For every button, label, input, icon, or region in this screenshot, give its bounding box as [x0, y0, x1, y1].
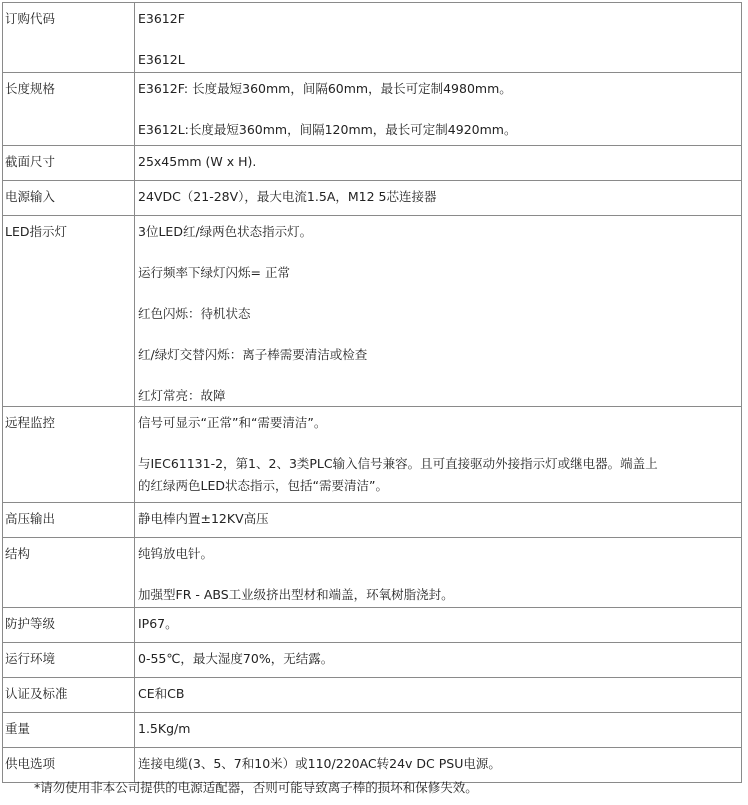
row-value: 的红绿两色LED状态指示，包括“需要清洁”。 — [138, 478, 388, 493]
table-row-high-voltage-output — [3, 503, 742, 538]
row-value: 24VDC（21-28V），最大电流1.5A，M12 5芯连接器 — [138, 189, 437, 204]
row-value: E3612L:长度最短360mm，间隔120mm，最长可定制4920mm。 — [138, 122, 517, 137]
row-value: 连接电缆(3、5、7和10米）或110/220AC转24v DC PSU电源。 — [138, 756, 501, 771]
row-label: 防护等级 — [5, 616, 56, 631]
row-label: 截面尺寸 — [5, 154, 56, 169]
row-value: 红/绿灯交替闪烁：离子棒需要清洁或检查 — [138, 347, 368, 362]
row-value: 1.5Kg/m — [138, 721, 191, 736]
row-label: 高压输出 — [5, 511, 56, 526]
row-label: 重量 — [5, 721, 31, 736]
row-value: 红灯常亮：故障 — [138, 388, 226, 403]
table-row-remote-monitoring — [3, 407, 742, 503]
table-row-structure — [3, 538, 742, 608]
row-value: 与IEC61131-2，第1、2、3类PLC输入信号兼容。且可直接驱动外接指示灯或继电器。端盖上 — [138, 456, 658, 471]
row-value: 3位LED红/绿两色状态指示灯。 — [138, 224, 313, 239]
row-value: 红色闪烁：待机状态 — [138, 306, 251, 321]
row-value: 信号可显示“正常”和“需要清洁”。 — [138, 415, 327, 430]
row-label: 长度规格 — [5, 81, 56, 96]
row-value: IP67。 — [138, 616, 178, 631]
row-label: 结构 — [5, 546, 31, 561]
row-value: 运行频率下绿灯闪烁= 正常 — [138, 265, 290, 280]
footnote: *请勿使用非本公司提供的电源适配器，否则可能导致离子棒的损坏和保修失效。 — [34, 780, 478, 795]
table-row-order-code — [3, 3, 742, 73]
row-value: E3612L — [138, 52, 185, 67]
row-value: 0-55℃，最大湿度70%，无结露。 — [138, 651, 334, 666]
row-value: 静电棒内置±12KV高压 — [138, 511, 269, 526]
table-row-operating-environment — [3, 643, 742, 678]
row-value: 25x45mm (W x H). — [138, 154, 257, 169]
row-value: E3612F — [138, 11, 185, 26]
row-label: 电源输入 — [5, 189, 56, 204]
row-value: 加强型FR - ABS工业级挤出型材和端盖，环氧树脂浇封。 — [138, 587, 454, 602]
table-row-protection-rating — [3, 608, 742, 643]
row-label: LED指示灯 — [5, 224, 67, 239]
row-value: 纯钨放电针。 — [138, 546, 214, 561]
row-value: E3612F: 长度最短360mm，间隔60mm，最长可定制4980mm。 — [138, 81, 512, 96]
row-label: 订购代码 — [5, 11, 56, 26]
row-label: 远程监控 — [5, 415, 56, 430]
table-row-cross-section — [3, 146, 742, 181]
table-row-weight — [3, 713, 742, 748]
table-row-certification — [3, 678, 742, 713]
table-row-led-indicator — [3, 216, 742, 407]
row-value: CE和CB — [138, 686, 185, 701]
spec-table — [2, 2, 742, 783]
row-label: 运行环境 — [5, 651, 56, 666]
table-row-length-spec — [3, 73, 742, 146]
row-label: 认证及标准 — [5, 686, 68, 701]
row-label: 供电选项 — [5, 756, 56, 771]
table-row-power-input — [3, 181, 742, 216]
